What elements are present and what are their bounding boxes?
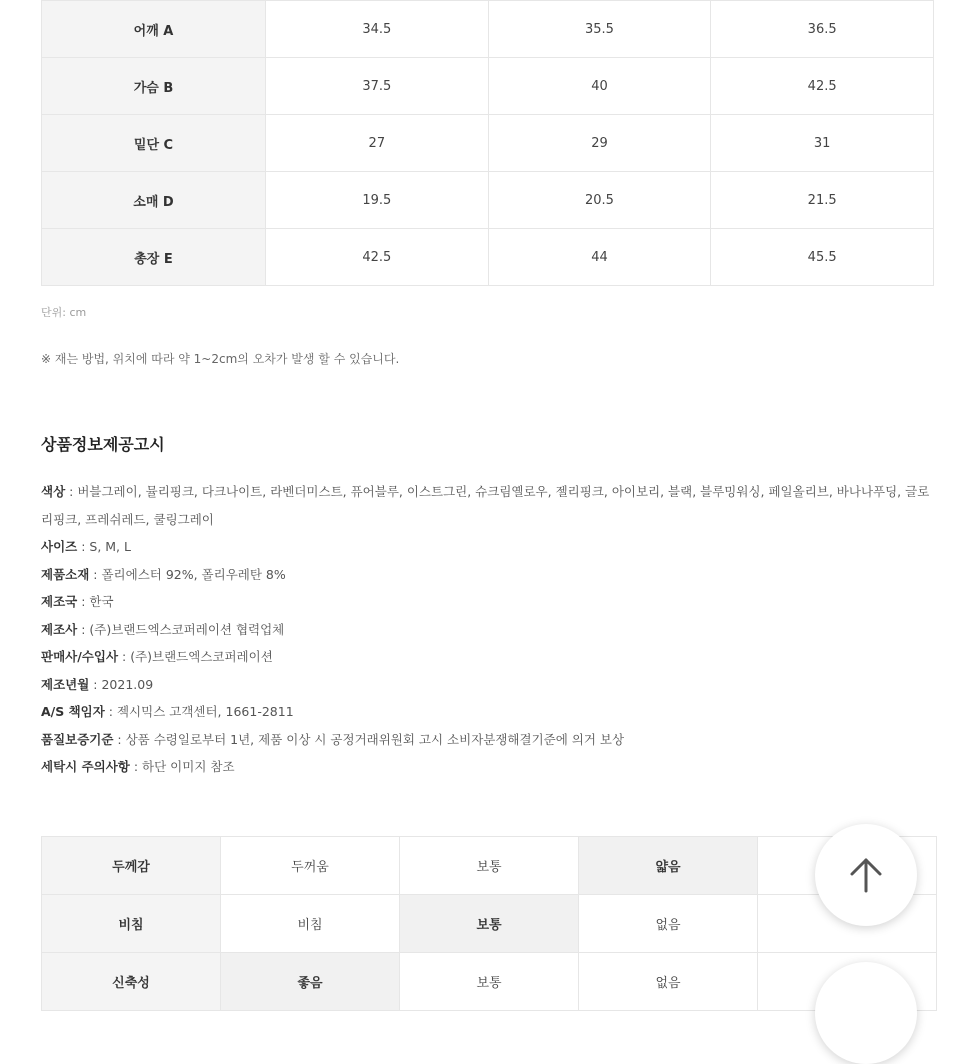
info-row-size bbox=[41, 533, 934, 561]
info-row-material bbox=[41, 561, 934, 589]
feature-option-selected: 보통 bbox=[400, 895, 579, 953]
product-info-list bbox=[41, 478, 934, 781]
scroll-to-top-button[interactable] bbox=[815, 824, 917, 926]
info-row-color bbox=[41, 478, 934, 533]
info-key: 제조사 bbox=[41, 621, 78, 637]
size-cell: 21.5 bbox=[711, 172, 934, 229]
size-cell: 31 bbox=[711, 115, 934, 172]
info-value: : 젝시믹스 고객센터, 1661-2811 bbox=[104, 704, 294, 719]
size-cell: 27 bbox=[266, 115, 489, 172]
table-row bbox=[42, 953, 937, 1011]
size-cell: 20.5 bbox=[488, 172, 711, 229]
feature-option: 없음 bbox=[579, 953, 758, 1011]
size-cell: 29 bbox=[488, 115, 711, 172]
info-value: : 2021.09 bbox=[89, 676, 154, 692]
info-key: 색상 bbox=[41, 484, 66, 499]
info-key: A/S 책임자 bbox=[41, 704, 105, 719]
size-table bbox=[41, 0, 934, 286]
info-key: 제조국 bbox=[41, 594, 78, 609]
info-value: : (주)브랜드엑스코퍼레이션 bbox=[118, 649, 273, 664]
unit-caption: 단위: cm bbox=[41, 306, 87, 319]
floating-button-secondary[interactable] bbox=[815, 962, 917, 1064]
feature-option: 없음 bbox=[579, 895, 758, 953]
info-value: : 버블그레이, 뮬리핑크, 다크나이트, 라벤더미스트, 퓨어블루, 이스트그린, 슈크림옐로우, 젤리핑크, 아이보리, 블랙, 블루밍워싱, 페일올리브, 바나나푸딩, 글로리핑크, 프레쉬레드, 쿨링그레이 bbox=[41, 484, 930, 527]
info-value: : 상품 수령일로부터 1년, 제품 이상 시 공정거래위원회 고시 소비자분쟁해결기준에 의거 보상 bbox=[113, 731, 625, 747]
size-cell: 42.5 bbox=[711, 58, 934, 115]
info-row-warranty bbox=[41, 726, 934, 754]
info-key: 세탁시 주의사항 bbox=[41, 759, 130, 774]
size-row-label: 총장 E bbox=[42, 229, 266, 286]
info-row-country bbox=[41, 588, 934, 616]
feature-option: 두꺼움 bbox=[221, 837, 400, 895]
info-value: : 하단 이미지 참조 bbox=[129, 759, 235, 774]
size-row-label: 소매 D bbox=[42, 172, 266, 229]
size-row-label: 밑단 C bbox=[42, 115, 266, 172]
feature-option-selected: 얇음 bbox=[579, 837, 758, 895]
info-value: : (주)브랜드엑스코퍼레이션 협력업체 bbox=[77, 621, 285, 637]
size-cell: 45.5 bbox=[711, 229, 934, 286]
info-key: 제조년월 bbox=[41, 676, 90, 692]
info-row-manufacturer bbox=[41, 616, 934, 644]
info-value: : S, M, L bbox=[77, 539, 131, 554]
feature-label: 두께감 bbox=[42, 837, 221, 895]
table-row bbox=[42, 229, 934, 286]
arrow-up-icon bbox=[848, 856, 884, 894]
feature-option: 보통 bbox=[400, 837, 579, 895]
table-row bbox=[42, 895, 937, 953]
info-row-as bbox=[41, 698, 934, 726]
size-cell: 34.5 bbox=[266, 1, 489, 58]
size-cell: 37.5 bbox=[266, 58, 489, 115]
feature-option: 비침 bbox=[221, 895, 400, 953]
size-cell: 44 bbox=[488, 229, 711, 286]
info-value: : 폴리에스터 92%, 폴리우레탄 8% bbox=[89, 566, 286, 582]
size-row-label: 어깨 A bbox=[42, 1, 266, 58]
feature-option: 보통 bbox=[400, 953, 579, 1011]
size-cell: 35.5 bbox=[488, 1, 711, 58]
info-row-seller bbox=[41, 643, 934, 671]
info-row-date bbox=[41, 671, 934, 699]
info-row-washing bbox=[41, 753, 934, 781]
feature-label: 비침 bbox=[42, 895, 221, 953]
size-cell: 36.5 bbox=[711, 1, 934, 58]
feature-option-selected: 좋음 bbox=[221, 953, 400, 1011]
size-cell: 42.5 bbox=[266, 229, 489, 286]
feature-label: 신축성 bbox=[42, 953, 221, 1011]
size-row-label: 가슴 B bbox=[42, 58, 266, 115]
table-row bbox=[42, 58, 934, 115]
product-info-title: 상품정보제공고시 bbox=[41, 435, 165, 454]
info-key: 판매사/수입사 bbox=[41, 649, 119, 664]
info-value: : 한국 bbox=[77, 594, 114, 609]
size-cell: 40 bbox=[488, 58, 711, 115]
table-row bbox=[42, 1, 934, 58]
feature-table bbox=[41, 836, 937, 1011]
measurement-note: ※ 재는 방법, 위치에 따라 약 1~2cm의 오차가 발생 할 수 있습니다. bbox=[41, 352, 400, 366]
table-row bbox=[42, 837, 937, 895]
info-key: 사이즈 bbox=[41, 539, 78, 554]
info-key: 품질보증기준 bbox=[41, 731, 114, 747]
info-key: 제품소재 bbox=[41, 566, 90, 582]
size-cell: 19.5 bbox=[266, 172, 489, 229]
feature-table-wrapper bbox=[41, 836, 934, 991]
table-row bbox=[42, 172, 934, 229]
table-row bbox=[42, 115, 934, 172]
